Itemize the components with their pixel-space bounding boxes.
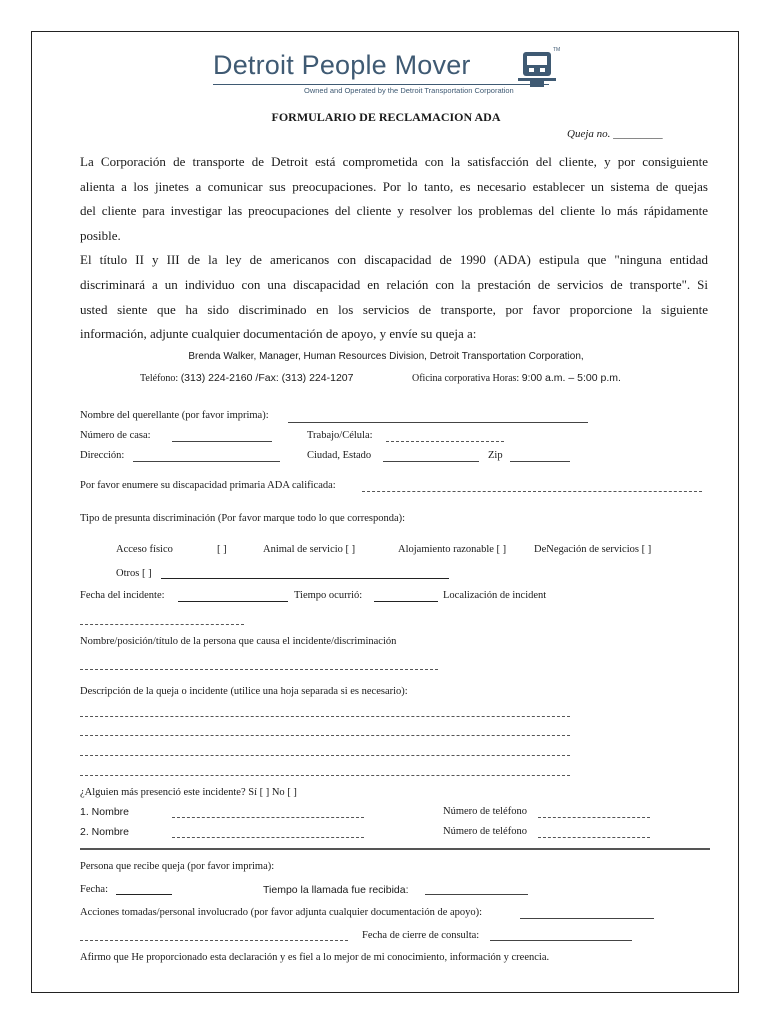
actions-field[interactable] [520,918,654,919]
hours-label: Oficina corporativa Horas: [412,373,520,384]
house-number-label: Número de casa: [80,430,151,441]
house-number-field[interactable] [172,441,272,442]
witness-1-phone-field[interactable] [538,817,650,818]
intro-line: La Corporación de transporte de Detroit está comprometida con la satisfacción del cliente, y por consiguiente [80,154,708,169]
witness-2-phone-label: Número de teléfono [443,826,527,837]
logo-tagline: Owned and Operated by the Detroit Transportation Corporation [304,86,514,95]
checkbox-reasonable-accommodation[interactable]: Alojamiento razonable [ ] [398,544,507,555]
form-title: FORMULARIO DE RECLAMACION ADA [271,110,501,124]
logo-divider [213,84,549,85]
description-line-1[interactable] [80,716,570,717]
witness-2-phone-field[interactable] [538,837,650,838]
other-field[interactable] [161,578,449,579]
call-time-label: Tiempo la llamada fue recibida: [263,884,409,896]
form-page [31,31,739,993]
witness-2-label: 2. Nombre [80,826,130,838]
checkbox-service-animal[interactable]: Animal de servicio [ ] [263,544,356,555]
option-physical-access: Acceso físico [116,544,173,555]
intro-line: discriminará a un individuo con una discapacidad en relación con la prestación de servicios de transporte". Si [80,276,708,292]
intro-line: posible. [80,227,121,243]
witness-question[interactable]: ¿Alguien más presenció este incidente? Sí [ ] No [ ] [80,787,297,798]
section-divider [80,848,710,850]
witness-2-name-field[interactable] [172,837,364,838]
work-cell-field[interactable] [386,441,504,442]
hours-value: 9:00 a.m. – 5:00 p.m. [521,372,621,384]
incident-time-field[interactable] [374,601,438,602]
complaint-number[interactable]: Queja no. _________ [567,128,663,140]
phone-label: Teléfono: [140,373,179,384]
receiver-label: Persona que recibe queja (por favor imprima): [80,861,275,872]
city-state-field[interactable] [383,461,479,462]
received-date-field[interactable] [116,894,172,895]
affirmation-text: Afirmo que He proporcionado esta declaración y es fiel a lo mejor de mi conocimiento, información y creencia. [80,952,550,963]
description-line-4[interactable] [80,775,570,776]
disability-label: Por favor enumere su discapacidad primaria ADA calificada: [80,480,336,491]
close-date-label: Fecha de cierre de consulta: [362,930,480,941]
description-line-3[interactable] [80,755,570,756]
description-line-2[interactable] [80,735,570,736]
intro-paragraph [80,150,708,347]
phone-value: (313) 224-2160 /Fax: (313) 224-1207 [180,372,354,384]
intro-line: del cliente para investigar las preocupaciones del cliente y resolver los problemas del cliente lo más rápidamente [80,203,708,219]
received-date-label: Fecha: [80,884,108,895]
actions-label: Acciones tomadas/personal involucrado (por favor adjunta cualquier documentación de apoyo): [80,907,483,918]
discrimination-type-label: Tipo de presunta discriminación (Por favor marque todo lo que corresponda): [80,513,406,524]
work-cell-label: Trabajo/Célula: [307,430,373,441]
contact-hours-row [412,372,621,384]
checkbox-other[interactable]: Otros [ ] [116,568,152,579]
complainant-name-field[interactable] [288,422,588,423]
address-label: Dirección: [80,450,125,461]
incident-location-field[interactable] [80,624,244,625]
close-date-field[interactable] [490,940,632,941]
witness-1-phone-label: Número de teléfono [443,806,527,817]
intro-line: usted siente que ha sido discriminado en los servicios de transporte, por favor proporcione la siguiente [80,301,708,317]
checkbox-physical-access[interactable]: [ ] [217,544,227,555]
checkbox-denial-of-service[interactable]: DeNegación de servicios [ ] [534,544,652,555]
actions-continued-field[interactable] [80,940,348,941]
intro-line: El título II y III de la ley de americanos con discapacidad de 1990 (ADA) estipula que "ninguna entidad [80,252,708,268]
logo-wordmark: Detroit People Mover [213,50,471,80]
contact-phone-row [140,372,353,384]
responsible-person-field[interactable] [80,669,438,670]
disability-field[interactable] [362,491,702,492]
call-time-field[interactable] [425,894,528,895]
complainant-name-label: Nombre del querellante (por favor imprima): [80,410,269,421]
trademark-mark: TM [553,47,561,53]
intro-line: alienta a los jinetes a comunicar sus preocupaciones. Por lo tanto, es necesario establecer un sistema de quejas [80,178,708,194]
zip-label: Zip [488,450,503,461]
description-label: Descripción de la queja o incidente (utilice una hoja separada si es necesario): [80,686,408,697]
witness-1-label: 1. Nombre [80,806,130,818]
incident-time-label: Tiempo ocurrió: [294,590,363,601]
contact-line: Brenda Walker, Manager, Human Resources Division, Detroit Transportation Corporation, [188,351,584,362]
address-field[interactable] [133,461,280,462]
zip-field[interactable] [510,461,570,462]
responsible-person-label: Nombre/posición/título de la persona que causa el incidente/discriminación [80,636,397,647]
intro-line: información, adjunte cualquier documentación de apoyo, y envíe su queja a: [80,326,477,342]
witness-1-name-field[interactable] [172,817,364,818]
incident-date-label: Fecha del incidente: [80,590,165,601]
incident-date-field[interactable] [178,601,288,602]
city-state-label: Ciudad, Estado [307,450,372,461]
incident-location-label: Localización de incident [443,590,547,601]
